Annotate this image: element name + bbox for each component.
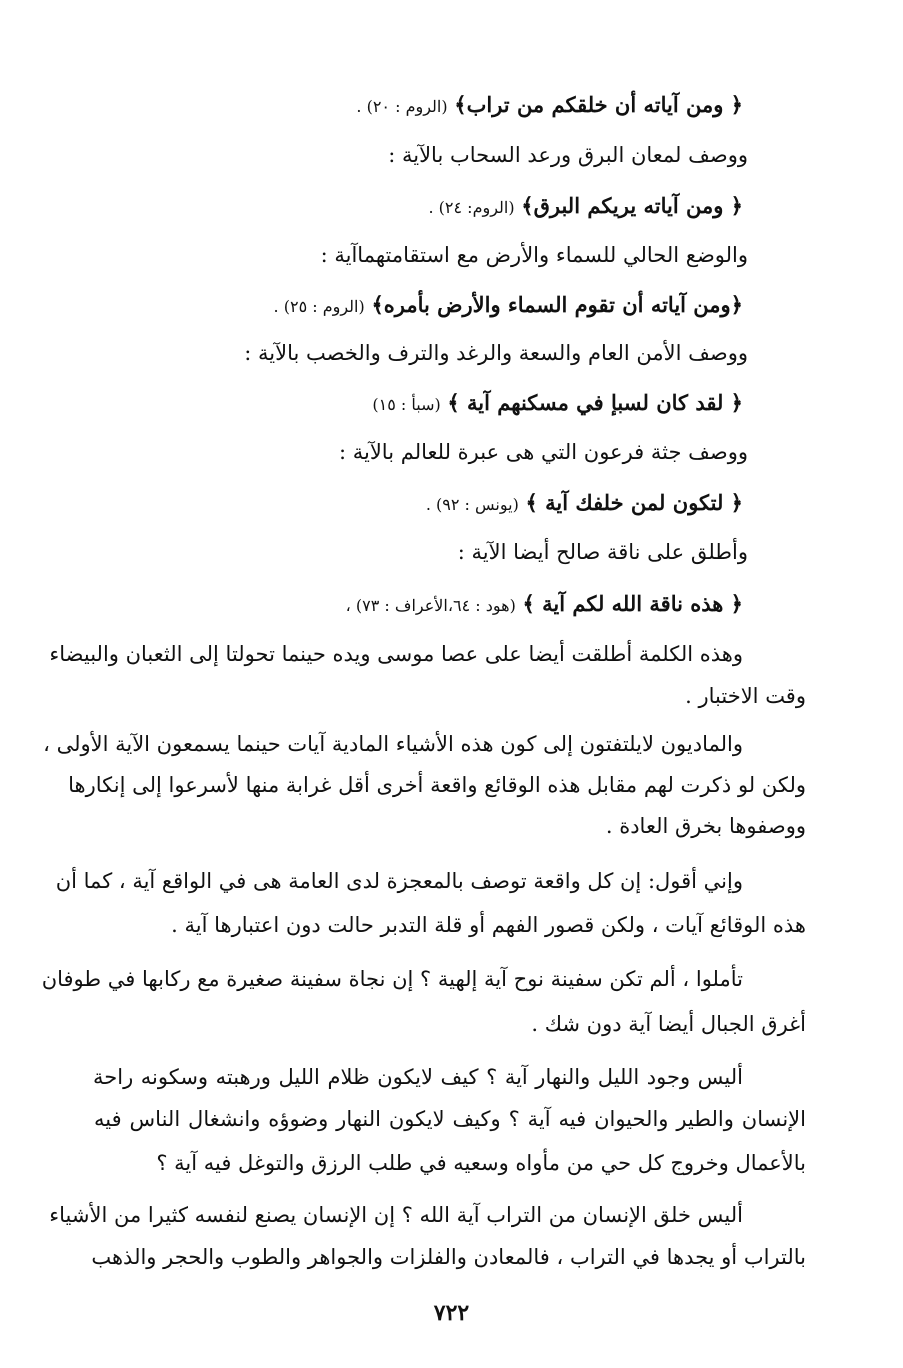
quran-verse-line	[356, 92, 743, 117]
paragraph-first-line: أليس خلق الإنسان من التراب آية الله ؟ إن الإنسان يصنع لنفسه كثيرا من الأشياء	[49, 1203, 743, 1227]
paragraph-first-line: والماديون لايلتفتون إلى كون هذه الأشياء المادية آيات حينما يسمعون الآية الأولى ،	[43, 732, 743, 756]
verse-reference: (الروم: ٢٤) .	[428, 198, 515, 217]
text-line: والوضع الحالي للسماء والأرض مع استقامتهماآية :	[320, 243, 748, 267]
paragraph-line: بالأعمال وخروج كل حي من مأواه وسعيه في طلب الرزق والتوغل فيه آية ؟	[156, 1151, 806, 1175]
paragraph-line: وقت الاختبار .	[685, 684, 806, 708]
text-line: ووصف الأمن العام والسعة والرغد والترف والخصب بالآية :	[244, 341, 748, 365]
page-number: ٧٢٢	[433, 1300, 470, 1326]
verse-text: ﴿ومن آياته أن تقوم السماء والأرض بأمره﴾	[371, 292, 743, 317]
paragraph-line: ووصفوها بخرق العادة .	[605, 814, 806, 838]
text-line: وأطلق على ناقة صالح أيضا الآية :	[457, 540, 748, 564]
verse-text: ﴿ لتكون لمن خلفك آية ﴾	[525, 490, 743, 515]
paragraph-line: ولكن لو ذكرت لهم مقابل هذه الوقائع واقعة أخرى أقل غرابة منها لأسرعوا إلى إنكارها	[68, 773, 806, 797]
verse-text: ﴿ ومن آياته أن خلقكم من تراب﴾	[454, 92, 743, 117]
paragraph-line: بالتراب أو يجدها في التراب ، فالمعادن والفلزات والجواهر والطوب والحجر والذهب	[91, 1245, 806, 1269]
text-line: ووصف لمعان البرق ورعد السحاب بالآية :	[388, 143, 748, 167]
verse-reference: (يونس : ٩٢) .	[425, 495, 519, 514]
paragraph-line: هذه الوقائع آيات ، ولكن قصور الفهم أو قلة التدبر حالت دون اعتبارها آية .	[171, 913, 806, 937]
quran-verse-line	[274, 292, 743, 317]
verse-reference: (الروم : ٢٠) .	[356, 97, 448, 116]
paragraph-first-line: وهذه الكلمة أطلقت أيضا على عصا موسى ويده حينما تحولتا إلى الثعبان والبيضاء	[49, 642, 743, 666]
quran-verse-line	[346, 591, 743, 616]
verse-reference: (الروم : ٢٥) .	[273, 297, 365, 316]
quran-verse-line	[428, 193, 743, 218]
verse-text: ﴿ هذه ناقة الله لكم آية ﴾	[522, 591, 743, 616]
paragraph-line: أغرق الجبال أيضا آية دون شك .	[531, 1012, 806, 1036]
paragraph-first-line: أليس وجود الليل والنهار آية ؟ كيف لايكون ظلام الليل ورهبته وسكونه راحة	[93, 1065, 743, 1089]
paragraph-first-line: تأملوا ، ألم تكن سفينة نوح آية إلهية ؟ إن نجاة سفينة صغيرة مع ركابها في طوفان	[41, 967, 743, 991]
verse-text: ﴿ ومن آياته يريكم البرق﴾	[521, 193, 743, 218]
quran-verse-line	[426, 490, 743, 515]
text-line: ووصف جثة فرعون التي هى عبرة للعالم بالآية :	[338, 440, 748, 464]
verse-reference: (هود : ٦٤،الأعراف : ٧٣) ،	[345, 596, 516, 615]
quran-verse-line	[372, 390, 743, 415]
verse-text: ﴿ لقد كان لسبإ في مسكنهم آية ﴾	[447, 390, 743, 415]
verse-reference: (سبأ : ١٥)	[372, 395, 441, 414]
paragraph-first-line: وإني أقول: إن كل واقعة توصف بالمعجزة لدى العامة هى في الواقع آية ، كما أن	[55, 869, 743, 893]
paragraph-line: الإنسان والطير والحيوان فيه آية ؟ وكيف لايكون النهار وضوؤه وانشغال الناس فيه	[94, 1107, 806, 1131]
